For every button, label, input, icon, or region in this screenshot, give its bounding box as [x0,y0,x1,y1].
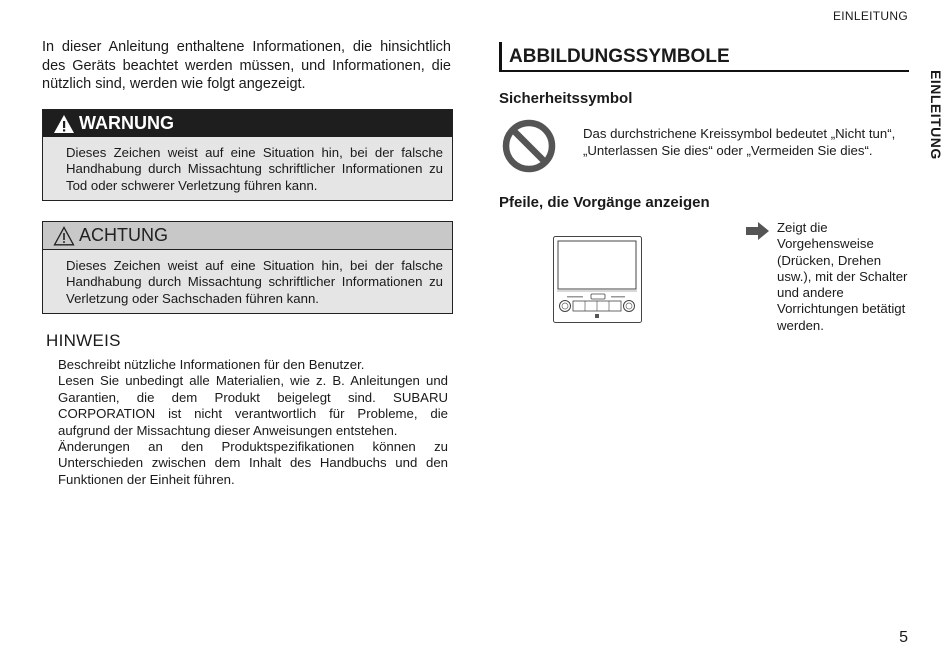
warning-title: WARNUNG [79,113,174,133]
prohibition-icon [501,118,557,174]
warning-box [42,109,453,201]
warning-text: Dieses Zeichen weist auf eine Situation hin, bei der falsche Handhabung durch Missachtung schriftlicher Informationen zu Tod oder schwerer Verletzung führen kann. [66,145,443,193]
arrows-heading: Pfeile, die Vorgänge anzeigen [499,194,710,211]
note-body [58,357,448,488]
note-paragraph: Beschreibt nützliche Informationen für den Benutzer. [58,357,365,372]
section-header-label: EINLEITUNG [832,9,908,23]
page-number: 5 [899,629,908,646]
symbols-section-title: ABBILDUNGSSYMBOLE [499,42,909,72]
head-unit-illustration [553,236,643,324]
caution-header [43,222,452,250]
note-title: HINWEIS [46,331,121,350]
note-paragraph: Änderungen an den Produktspezifikationen können zu Unterschieden zwischen dem Inhalt des Handbuchs und den Funktionen der Einheit führen. [58,439,448,487]
chapter-side-tab: EINLEITUNG [928,70,944,160]
caution-triangle-icon [53,226,75,246]
intro-paragraph: In dieser Anleitung enthaltene Informationen, die hinsichtlich des Geräts beachtet werden müssen, und Informationen, die nützlich sind, werden wie folgt angezeigt. [42,39,451,92]
note-paragraph: Lesen Sie unbedingt alle Materialien, wie z. B. Anleitungen und Garantien, die dem Produkt beigelegt sind. SUBARU CORPORATION ist nicht verantwortlich für Probleme, die aufgrund der Missachtung dieser Anweisungen entstehen. [58,373,448,438]
caution-title: ACHTUNG [79,225,168,245]
safety-symbol-heading: Sicherheitssymbol [499,90,633,107]
arrow-right-icon [746,222,770,240]
caution-text: Dieses Zeichen weist auf eine Situation hin, bei der falsche Handhabung durch Missachtung schriftlicher Informationen zu Verletzung oder Sachschaden führen kann. [66,258,443,306]
warning-header [43,110,452,137]
safety-symbol-description: Das durchstrichene Kreissymbol bedeutet „Nicht tun“, „Unterlassen Sie dies“ oder „Vermeiden Sie dies“. [583,126,896,158]
caution-box [42,221,453,314]
warning-triangle-icon [53,114,75,134]
arrows-description: Zeigt die Vorgehensweise (Drücken, Drehen usw.), mit der Schalter und andere Vorrichtungen betätigt werden. [777,220,908,333]
